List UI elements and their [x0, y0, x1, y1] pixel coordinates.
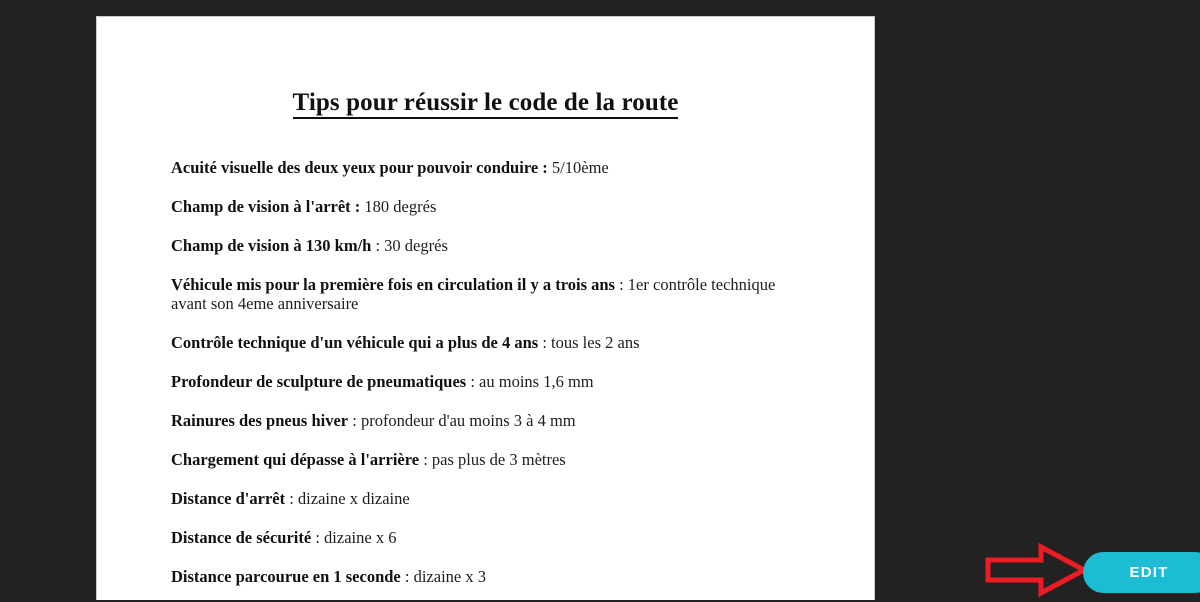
paragraph-value: : dizaine x 3: [400, 567, 486, 586]
paragraph-label: Distance parcourue en 1 seconde: [171, 567, 401, 586]
paragraph-label: Distance de sécurité: [171, 528, 312, 547]
paragraph-label: Rainures des pneus hiver: [171, 411, 349, 430]
paragraph-value: : tous les 2 ans: [538, 333, 640, 352]
document-paragraph: [171, 528, 791, 547]
paragraph-value: : dizaine x dizaine: [285, 489, 410, 508]
document-paragraph: [171, 197, 791, 216]
paragraph-label: Chargement qui dépasse à l'arrière: [171, 450, 420, 469]
document-title: [97, 89, 874, 117]
document-paragraph: [171, 489, 791, 508]
edit-button[interactable]: EDIT: [1083, 552, 1200, 593]
document-paragraph: [171, 567, 791, 586]
paragraph-value: : profondeur d'au moins 3 à 4 mm: [348, 411, 576, 430]
document-title-text: Tips pour réussir le code de la route: [293, 89, 679, 119]
document-paragraph: [171, 236, 791, 255]
paragraph-label: Champ de vision à 130 km/h: [171, 236, 372, 255]
paragraph-value: 5/10ème: [547, 158, 609, 177]
paragraph-value: : 1er contrôle technique avant son 4eme anniversaire: [171, 275, 776, 313]
document-paragraph: [171, 158, 791, 177]
paragraph-label: Profondeur de sculpture de pneumatiques: [171, 372, 467, 391]
paragraph-label: Distance d'arrêt: [171, 489, 286, 508]
document-paragraph: [171, 275, 791, 313]
paragraph-value: : dizaine x 6: [311, 528, 397, 547]
document-paragraph: [171, 333, 791, 352]
paragraph-label: Contrôle technique d'un véhicule qui a plus de 4 ans: [171, 333, 539, 352]
document-paragraph: [171, 411, 791, 430]
arrow-right-icon: [984, 543, 1088, 597]
document-page: [96, 16, 875, 600]
paragraph-value: : pas plus de 3 mètres: [419, 450, 566, 469]
document-paragraph-list: [171, 158, 791, 600]
arrow-shape: [988, 547, 1084, 593]
paragraph-label: Champ de vision à l'arrêt :: [171, 197, 361, 216]
paragraph-value: 180 degrés: [360, 197, 437, 216]
paragraph-value: : 30 degrés: [371, 236, 448, 255]
document-body: [97, 17, 874, 600]
document-paragraph: [171, 450, 791, 469]
paragraph-label: Véhicule mis pour la première fois en circulation il y a trois ans: [171, 275, 615, 294]
document-paragraph: [171, 372, 791, 391]
paragraph-value: : au moins 1,6 mm: [466, 372, 594, 391]
paragraph-label: Acuité visuelle des deux yeux pour pouvoir conduire :: [171, 158, 548, 177]
